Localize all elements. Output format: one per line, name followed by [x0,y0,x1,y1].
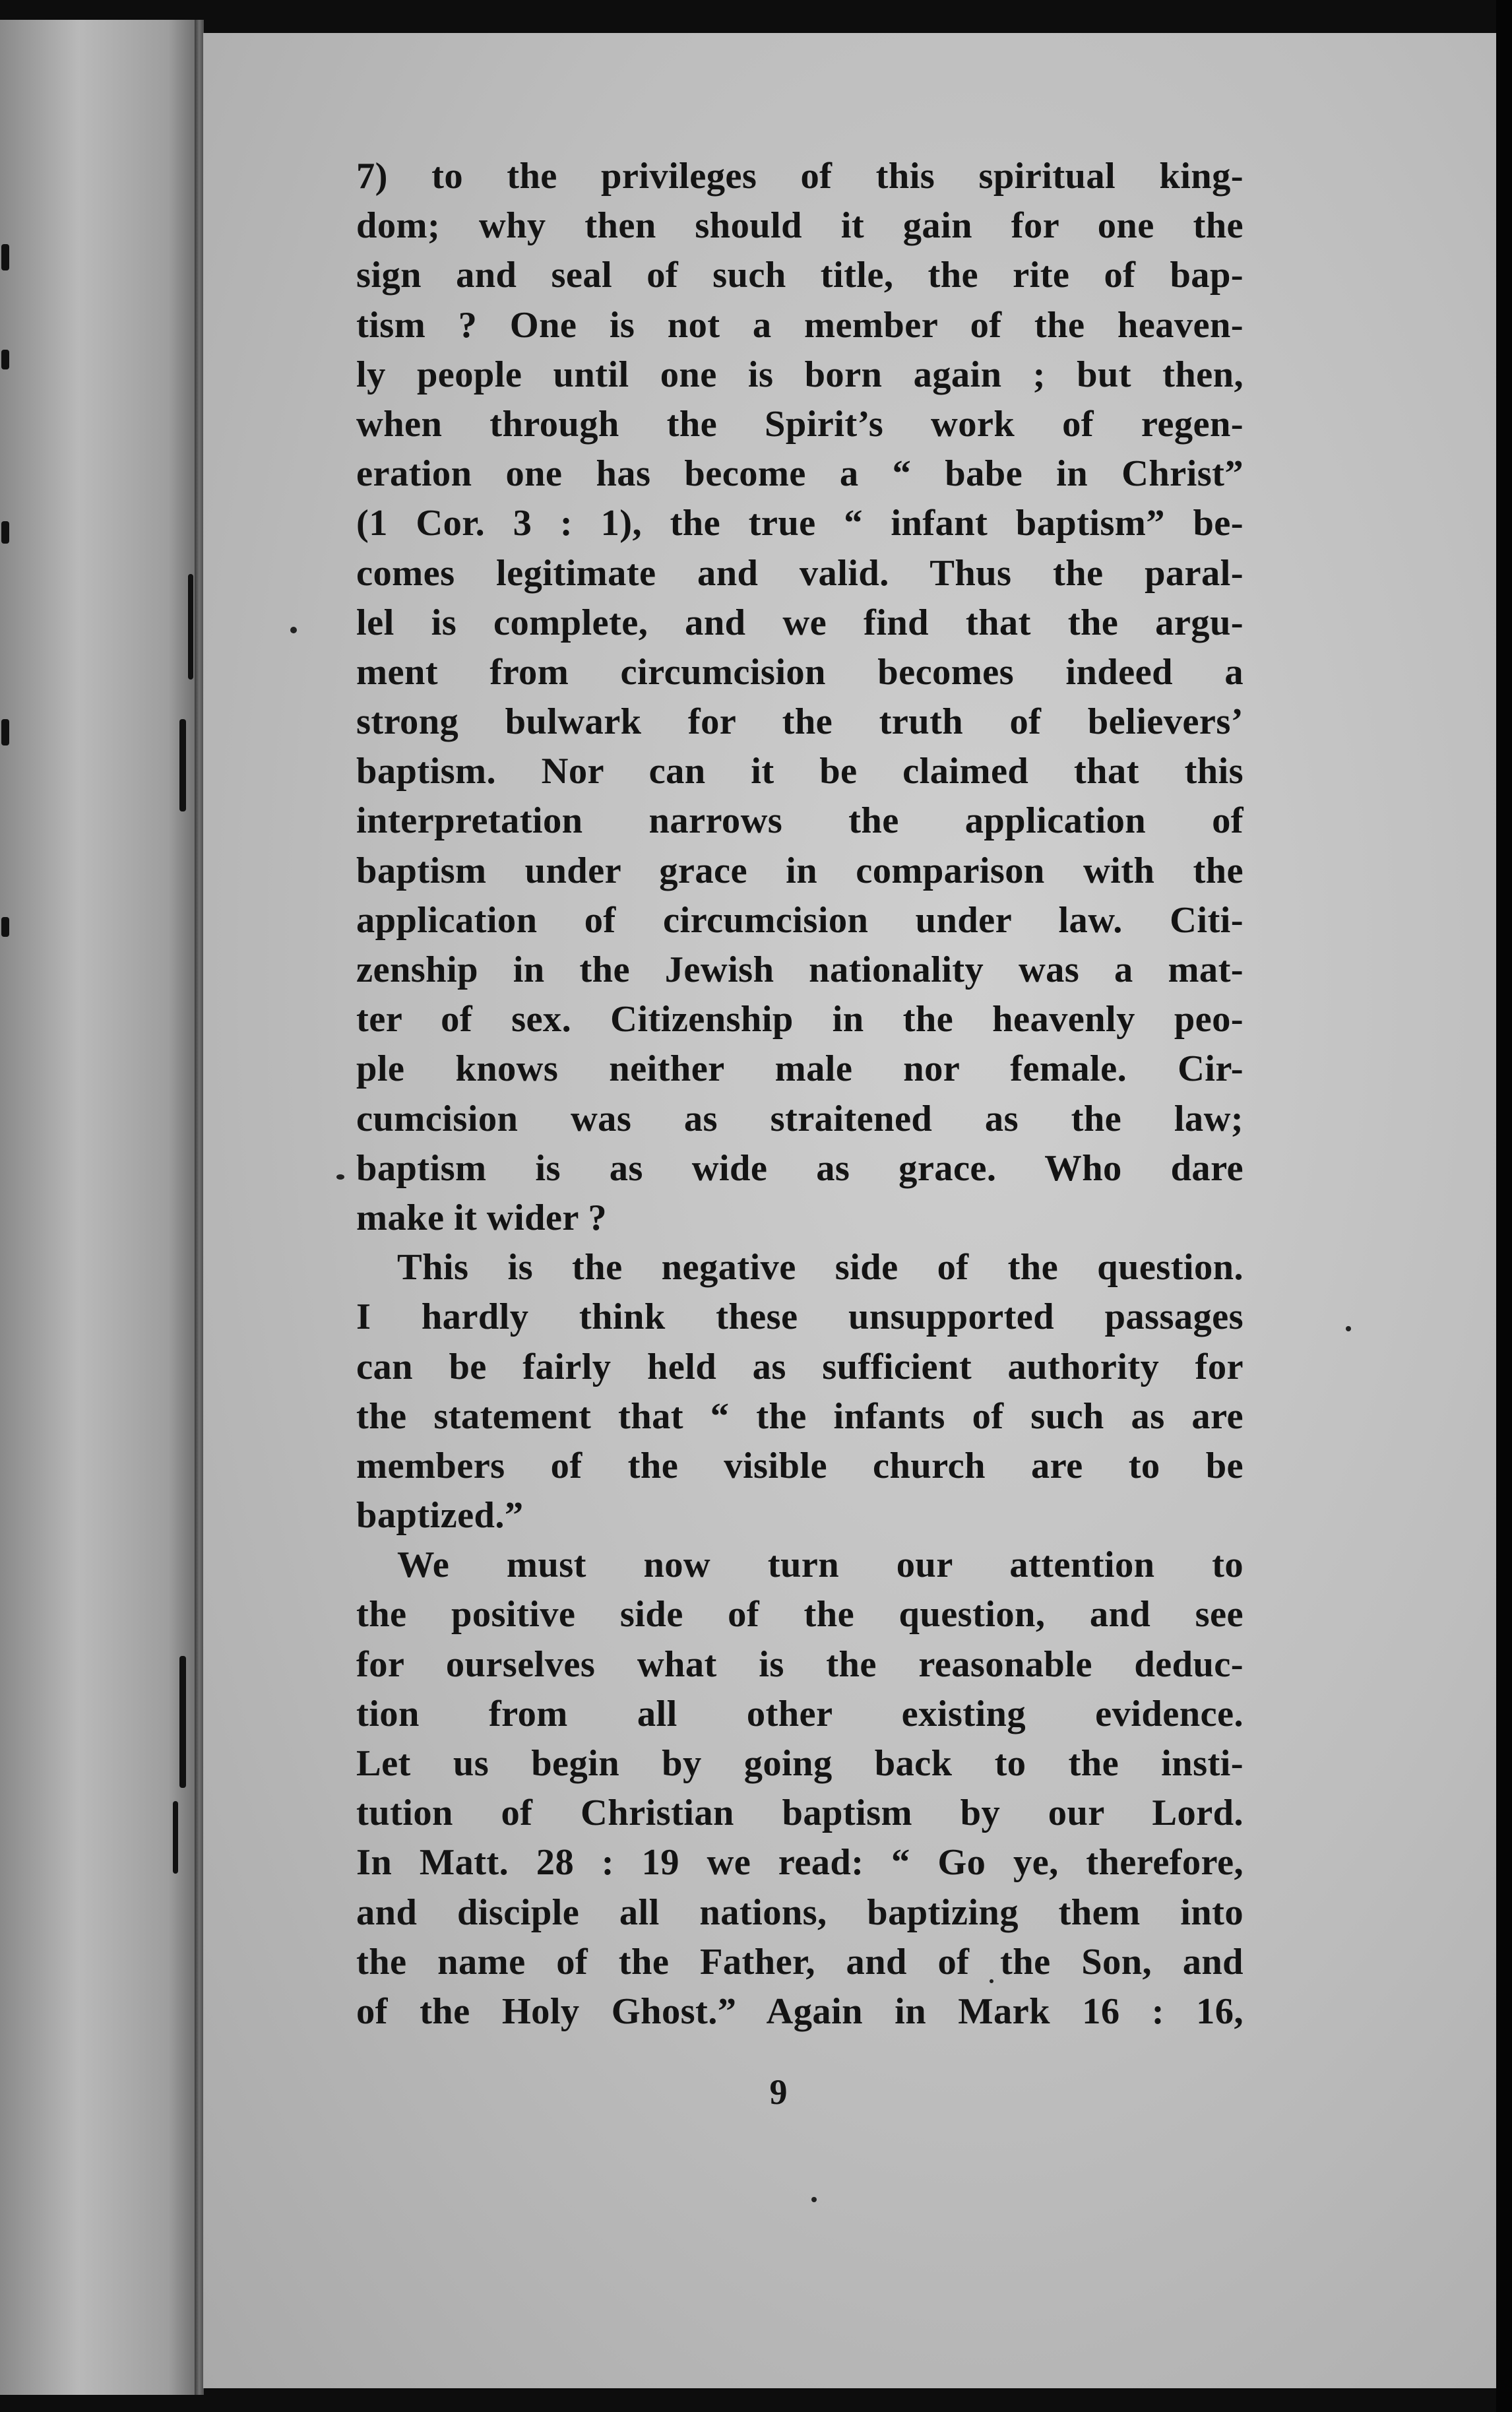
text-line: strong bulwark for the truth of believers’ [356,701,1244,743]
binding-mark [1,719,9,746]
binding-mark [1,244,9,270]
text-line: I hardly think these unsupported passages [356,1296,1244,1338]
paragraph-start-line: This is the negative side of the question. [397,1247,1244,1288]
text-line: when through the Spirit’s work of regen- [356,403,1244,445]
text-line: make it wider ? [356,1197,608,1238]
facing-page-edge [0,20,198,2395]
text-line: ter of sex. Citizenship in the heavenly peo- [356,999,1244,1040]
text-line: (1 Cor. 3 : 1), the true “ infant baptism” be- [356,503,1244,544]
text-line: cumcision was as straitened as the law; [356,1098,1244,1139]
binding-mark [188,574,193,680]
text-line: baptism under grace in comparison with the [356,850,1244,891]
text-line: and disciple all nations, baptizing them into [356,1891,1244,1933]
paper-speck [811,2197,817,2202]
text-line: zenship in the Jewish nationality was a mat- [356,949,1244,990]
text-line: sign and seal of such title, the rite of bap- [356,255,1244,296]
text-line: tism ? One is not a member of the heaven- [356,304,1244,346]
paper-speck [336,1174,344,1180]
text-line: the name of the Father, and of the Son, and [356,1941,1244,1983]
text-line: the statement that “ the infants of such as are [356,1395,1244,1437]
text-line: baptism is as wide as grace. Who dare [356,1147,1244,1189]
text-line: In Matt. 28 : 19 we read: “ Go ye, therefore, [356,1842,1244,1884]
body-text [356,152,1244,2037]
text-line: eration one has become a “ babe in Christ” [356,453,1244,495]
page-gutter [195,20,204,2395]
text-line: of the Holy Ghost.” Again in Mark 16 : 16, [356,1990,1244,2032]
binding-mark [1,521,9,544]
binding-mark [179,719,186,811]
paragraph-start-line: We must now turn our attention to [397,1544,1244,1586]
binding-mark [179,1656,186,1788]
binding-mark [173,1801,178,1874]
scan-right-edge [1496,0,1512,2412]
text-line: interpretation narrows the application of [356,800,1244,842]
text-line: 7) to the privileges of this spiritual king- [356,156,1244,197]
text-line: dom; why then should it gain for one the [356,205,1244,247]
text-line: ment from circumcision becomes indeed a [356,651,1244,693]
text-line: application of circumcision under law. Citi- [356,899,1244,941]
text-line: ly people until one is born again ; but then, [356,354,1244,395]
text-line: tution of Christian baptism by our Lord. [356,1793,1244,1834]
text-line: comes legitimate and valid. Thus the paral- [356,552,1244,594]
text-line: can be fairly held as sufficient authority for [356,1346,1244,1387]
text-line: baptized.” [356,1495,524,1537]
text-line: the positive side of the question, and see [356,1594,1244,1635]
text-line: ple knows neither male nor female. Cir- [356,1048,1244,1090]
page-number: 9 [769,2072,788,2112]
paper-speck [1346,1326,1351,1331]
text-line: members of the visible church are to be [356,1445,1244,1486]
text-line: Let us begin by going back to the insti- [356,1743,1244,1784]
text-line: for ourselves what is the reasonable deduc- [356,1643,1244,1685]
binding-mark [1,917,9,937]
text-line: tion from all other existing evidence. [356,1693,1244,1734]
binding-mark [1,350,9,369]
text-line: lel is complete, and we find that the argu- [356,602,1244,643]
paper-speck [290,627,297,633]
text-line: baptism. Nor can it be claimed that this [356,751,1244,792]
